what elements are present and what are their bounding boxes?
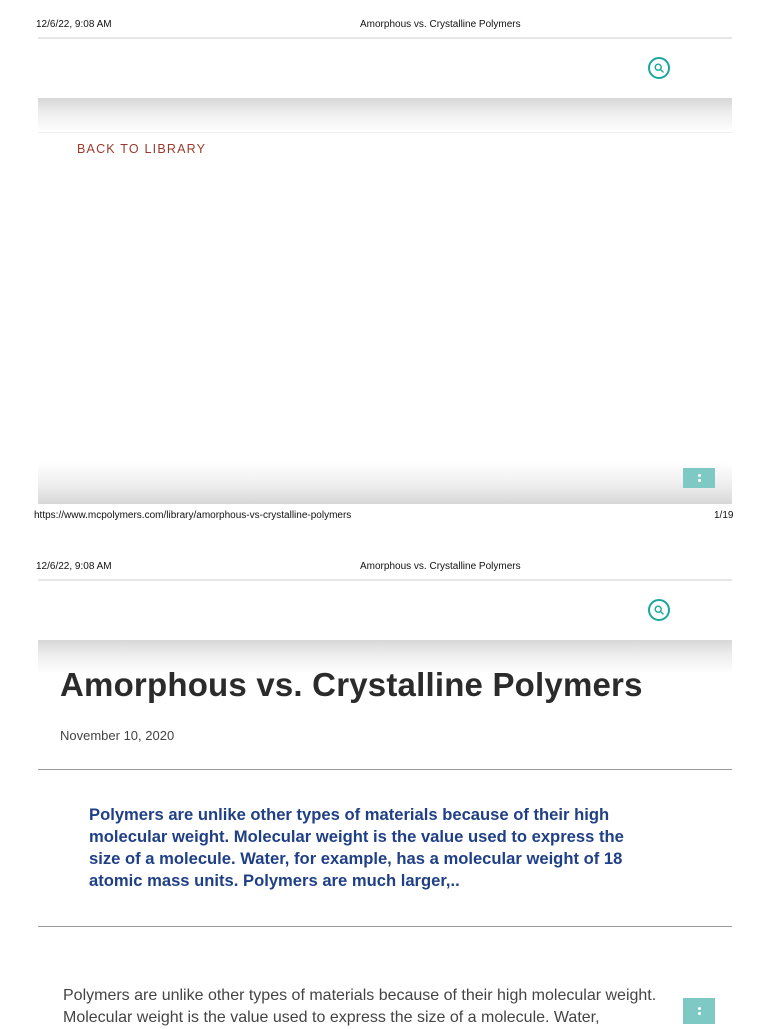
nav-shadow-top xyxy=(38,98,732,132)
article-excerpt: Polymers are unlike other types of materials because of their high molecular weight. Molecular weight is the value used to express the size of a molecule. Water, for example, has a molecular weight of 18 atomic mass units. Polymers are much larger,.. xyxy=(89,805,624,890)
print-header-datetime: 12/6/22, 9:08 AM xyxy=(36,19,112,30)
search-icon xyxy=(654,63,664,73)
header-divider xyxy=(38,37,732,39)
search-button[interactable] xyxy=(648,57,670,79)
header-divider xyxy=(38,579,732,581)
print-header-title: Amorphous vs. Crystalline Polymers xyxy=(360,19,521,30)
kebab-menu-icon xyxy=(698,1006,701,1016)
article-date: November 10, 2020 xyxy=(60,728,175,743)
search-button[interactable] xyxy=(648,599,670,621)
print-footer-page-number: 1/19 xyxy=(714,510,734,521)
print-header-datetime: 12/6/22, 9:08 AM xyxy=(36,561,112,572)
excerpt-divider xyxy=(38,926,732,927)
menu-button[interactable] xyxy=(683,998,715,1024)
back-to-library-link[interactable]: BACK TO LIBRARY xyxy=(77,142,207,156)
page-shadow-bottom xyxy=(38,462,732,504)
kebab-menu-icon xyxy=(698,473,701,483)
title-divider xyxy=(38,769,732,770)
article-body: Polymers are unlike other types of materials because of their high molecular weight. Molecular weight is the value used to express the size of a molecule. Water, xyxy=(63,987,657,1026)
print-footer-url: https://www.mcpolymers.com/library/amorphous-vs-crystalline-polymers xyxy=(34,510,352,521)
article-title: Amorphous vs. Crystalline Polymers xyxy=(60,666,643,703)
nav-edge xyxy=(38,132,732,133)
menu-button[interactable] xyxy=(683,468,715,488)
search-icon xyxy=(654,605,664,615)
print-header-title: Amorphous vs. Crystalline Polymers xyxy=(360,561,521,572)
